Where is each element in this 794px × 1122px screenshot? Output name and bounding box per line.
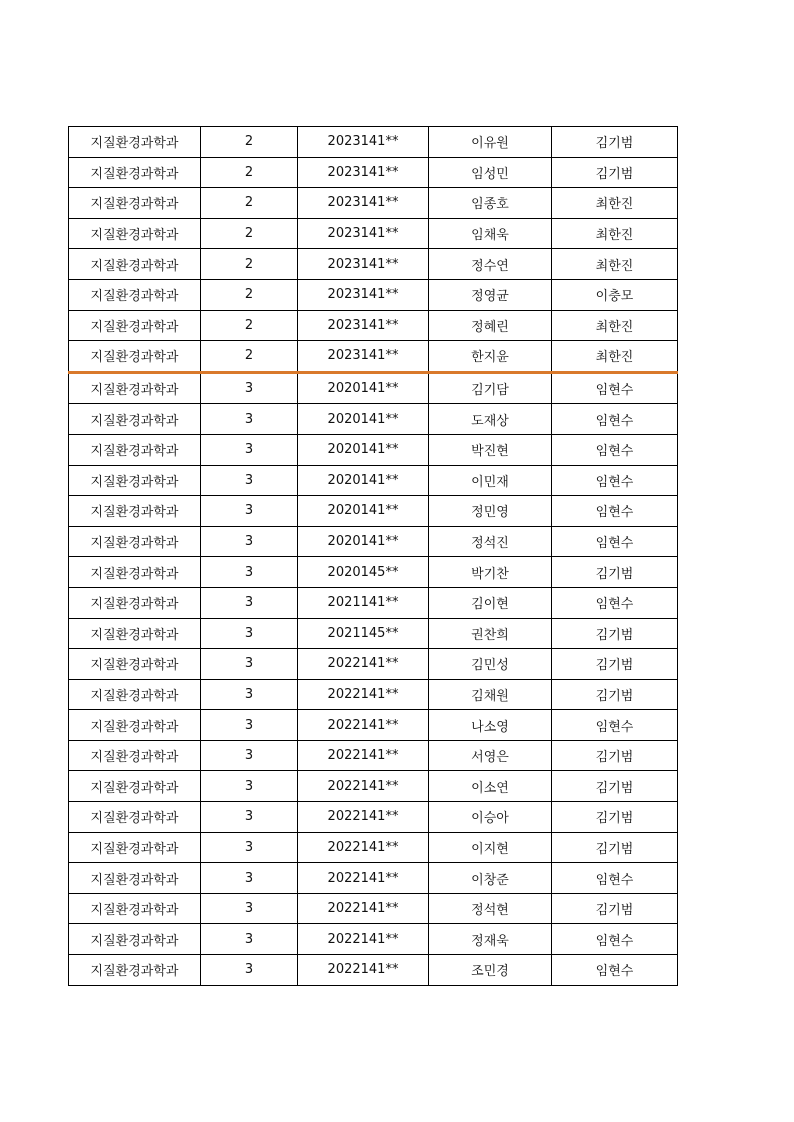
student-id-cell: 2020145** xyxy=(298,557,429,588)
student-name-cell: 정영균 xyxy=(429,279,552,310)
table-row xyxy=(69,679,678,710)
student-name-cell: 나소영 xyxy=(429,710,552,741)
student-id-cell: 2020141** xyxy=(298,496,429,527)
advisor-cell: 최한진 xyxy=(552,341,678,373)
advisor-cell: 김기범 xyxy=(552,679,678,710)
table-row xyxy=(69,771,678,802)
student-name-cell: 정수연 xyxy=(429,249,552,280)
department-cell: 지질환경과학과 xyxy=(69,924,201,955)
table-row xyxy=(69,832,678,863)
grade-cell: 3 xyxy=(201,679,298,710)
table-row xyxy=(69,157,678,188)
student-id-cell: 2021145** xyxy=(298,618,429,649)
grade-cell: 2 xyxy=(201,279,298,310)
grade-cell: 3 xyxy=(201,740,298,771)
student-id-cell: 2022141** xyxy=(298,679,429,710)
department-cell: 지질환경과학과 xyxy=(69,526,201,557)
grade-cell: 3 xyxy=(201,863,298,894)
department-cell: 지질환경과학과 xyxy=(69,893,201,924)
department-cell: 지질환경과학과 xyxy=(69,341,201,373)
department-cell: 지질환경과학과 xyxy=(69,679,201,710)
department-cell: 지질환경과학과 xyxy=(69,557,201,588)
student-id-cell: 2023141** xyxy=(298,310,429,341)
table-row xyxy=(69,863,678,894)
table-row xyxy=(69,434,678,465)
grade-cell: 3 xyxy=(201,618,298,649)
department-cell: 지질환경과학과 xyxy=(69,157,201,188)
student-id-cell: 2023141** xyxy=(298,249,429,280)
table-row xyxy=(69,649,678,680)
advisor-cell: 김기범 xyxy=(552,802,678,833)
student-id-cell: 2020141** xyxy=(298,526,429,557)
student-id-cell: 2023141** xyxy=(298,188,429,219)
student-name-cell: 이유원 xyxy=(429,127,552,158)
student-id-cell: 2020141** xyxy=(298,404,429,435)
department-cell: 지질환경과학과 xyxy=(69,649,201,680)
department-cell: 지질환경과학과 xyxy=(69,740,201,771)
student-id-cell: 2023141** xyxy=(298,218,429,249)
department-cell: 지질환경과학과 xyxy=(69,434,201,465)
student-name-cell: 김채원 xyxy=(429,679,552,710)
table-row xyxy=(69,618,678,649)
student-id-cell: 2020141** xyxy=(298,372,429,404)
table-row xyxy=(69,279,678,310)
grade-cell: 2 xyxy=(201,157,298,188)
grade-cell: 3 xyxy=(201,832,298,863)
advisor-cell: 이충모 xyxy=(552,279,678,310)
table-row xyxy=(69,310,678,341)
student-id-cell: 2022141** xyxy=(298,832,429,863)
grade-cell: 3 xyxy=(201,372,298,404)
advisor-cell: 김기범 xyxy=(552,893,678,924)
department-cell: 지질환경과학과 xyxy=(69,404,201,435)
student-id-cell: 2022141** xyxy=(298,955,429,986)
table-row xyxy=(69,465,678,496)
table-row xyxy=(69,924,678,955)
grade-cell: 2 xyxy=(201,218,298,249)
student-id-cell: 2022141** xyxy=(298,863,429,894)
advisor-cell: 임현수 xyxy=(552,924,678,955)
student-name-cell: 이창준 xyxy=(429,863,552,894)
table-row xyxy=(69,249,678,280)
grade-cell: 3 xyxy=(201,404,298,435)
student-name-cell: 정혜린 xyxy=(429,310,552,341)
student-name-cell: 정민영 xyxy=(429,496,552,527)
student-id-cell: 2022141** xyxy=(298,740,429,771)
student-name-cell: 이민재 xyxy=(429,465,552,496)
student-name-cell: 권찬희 xyxy=(429,618,552,649)
advisor-cell: 김기범 xyxy=(552,740,678,771)
department-cell: 지질환경과학과 xyxy=(69,218,201,249)
advisor-cell: 임현수 xyxy=(552,434,678,465)
grade-cell: 3 xyxy=(201,557,298,588)
table-row xyxy=(69,188,678,219)
table-row xyxy=(69,893,678,924)
department-cell: 지질환경과학과 xyxy=(69,372,201,404)
student-id-cell: 2021141** xyxy=(298,587,429,618)
grade-cell: 2 xyxy=(201,310,298,341)
table-row xyxy=(69,740,678,771)
advisor-cell: 임현수 xyxy=(552,496,678,527)
student-name-cell: 정재욱 xyxy=(429,924,552,955)
grade-cell: 3 xyxy=(201,434,298,465)
student-name-cell: 임채욱 xyxy=(429,218,552,249)
advisor-cell: 임현수 xyxy=(552,955,678,986)
table-row xyxy=(69,557,678,588)
grade-cell: 2 xyxy=(201,341,298,373)
table-row xyxy=(69,496,678,527)
table-row xyxy=(69,710,678,741)
grade-cell: 3 xyxy=(201,496,298,527)
student-id-cell: 2023141** xyxy=(298,279,429,310)
student-name-cell: 김민성 xyxy=(429,649,552,680)
student-name-cell: 한지윤 xyxy=(429,341,552,373)
student-name-cell: 정석현 xyxy=(429,893,552,924)
advisor-cell: 최한진 xyxy=(552,218,678,249)
student-id-cell: 2020141** xyxy=(298,465,429,496)
student-name-cell: 임종호 xyxy=(429,188,552,219)
student-id-cell: 2022141** xyxy=(298,893,429,924)
student-name-cell: 이소연 xyxy=(429,771,552,802)
grade-cell: 3 xyxy=(201,893,298,924)
student-name-cell: 서영은 xyxy=(429,740,552,771)
department-cell: 지질환경과학과 xyxy=(69,279,201,310)
department-cell: 지질환경과학과 xyxy=(69,955,201,986)
student-name-cell: 도재상 xyxy=(429,404,552,435)
advisor-cell: 최한진 xyxy=(552,188,678,219)
advisor-cell: 김기범 xyxy=(552,618,678,649)
department-cell: 지질환경과학과 xyxy=(69,127,201,158)
grade-cell: 2 xyxy=(201,127,298,158)
department-cell: 지질환경과학과 xyxy=(69,465,201,496)
advisor-cell: 임현수 xyxy=(552,710,678,741)
table-row xyxy=(69,372,678,404)
table-row xyxy=(69,341,678,373)
table-row xyxy=(69,127,678,158)
department-cell: 지질환경과학과 xyxy=(69,863,201,894)
student-name-cell: 이승아 xyxy=(429,802,552,833)
advisor-cell: 김기범 xyxy=(552,157,678,188)
advisor-cell: 김기범 xyxy=(552,557,678,588)
advisor-cell: 임현수 xyxy=(552,526,678,557)
table-row xyxy=(69,218,678,249)
student-id-cell: 2022141** xyxy=(298,710,429,741)
grade-cell: 3 xyxy=(201,710,298,741)
department-cell: 지질환경과학과 xyxy=(69,618,201,649)
grade-cell: 3 xyxy=(201,955,298,986)
department-cell: 지질환경과학과 xyxy=(69,496,201,527)
student-name-cell: 임성민 xyxy=(429,157,552,188)
grade-cell: 3 xyxy=(201,924,298,955)
advisor-cell: 임현수 xyxy=(552,465,678,496)
student-id-cell: 2020141** xyxy=(298,434,429,465)
grade-cell: 3 xyxy=(201,587,298,618)
student-name-cell: 조민경 xyxy=(429,955,552,986)
student-id-cell: 2023141** xyxy=(298,341,429,373)
student-id-cell: 2023141** xyxy=(298,127,429,158)
advisor-cell: 임현수 xyxy=(552,372,678,404)
department-cell: 지질환경과학과 xyxy=(69,802,201,833)
student-id-cell: 2022141** xyxy=(298,802,429,833)
grade-cell: 3 xyxy=(201,649,298,680)
department-cell: 지질환경과학과 xyxy=(69,832,201,863)
table-row xyxy=(69,802,678,833)
advisor-cell: 임현수 xyxy=(552,587,678,618)
advisor-cell: 임현수 xyxy=(552,404,678,435)
grade-cell: 2 xyxy=(201,249,298,280)
advisor-cell: 최한진 xyxy=(552,310,678,341)
student-advisor-table xyxy=(68,126,678,986)
table-row xyxy=(69,587,678,618)
student-id-cell: 2022141** xyxy=(298,771,429,802)
department-cell: 지질환경과학과 xyxy=(69,249,201,280)
grade-cell: 3 xyxy=(201,465,298,496)
student-name-cell: 김기담 xyxy=(429,372,552,404)
advisor-cell: 김기범 xyxy=(552,832,678,863)
student-name-cell: 이지현 xyxy=(429,832,552,863)
table-body xyxy=(69,127,678,986)
student-name-cell: 정석진 xyxy=(429,526,552,557)
advisor-cell: 임현수 xyxy=(552,863,678,894)
student-name-cell: 박진현 xyxy=(429,434,552,465)
table-row xyxy=(69,526,678,557)
advisor-cell: 김기범 xyxy=(552,649,678,680)
table-row xyxy=(69,955,678,986)
grade-cell: 3 xyxy=(201,526,298,557)
student-id-cell: 2022141** xyxy=(298,649,429,680)
grade-cell: 2 xyxy=(201,188,298,219)
advisor-cell: 김기범 xyxy=(552,771,678,802)
department-cell: 지질환경과학과 xyxy=(69,710,201,741)
student-id-cell: 2023141** xyxy=(298,157,429,188)
advisor-cell: 김기범 xyxy=(552,127,678,158)
department-cell: 지질환경과학과 xyxy=(69,310,201,341)
student-name-cell: 김이현 xyxy=(429,587,552,618)
student-id-cell: 2022141** xyxy=(298,924,429,955)
department-cell: 지질환경과학과 xyxy=(69,771,201,802)
student-name-cell: 박기찬 xyxy=(429,557,552,588)
advisor-cell: 최한진 xyxy=(552,249,678,280)
department-cell: 지질환경과학과 xyxy=(69,587,201,618)
department-cell: 지질환경과학과 xyxy=(69,188,201,219)
grade-cell: 3 xyxy=(201,802,298,833)
table-row xyxy=(69,404,678,435)
grade-cell: 3 xyxy=(201,771,298,802)
